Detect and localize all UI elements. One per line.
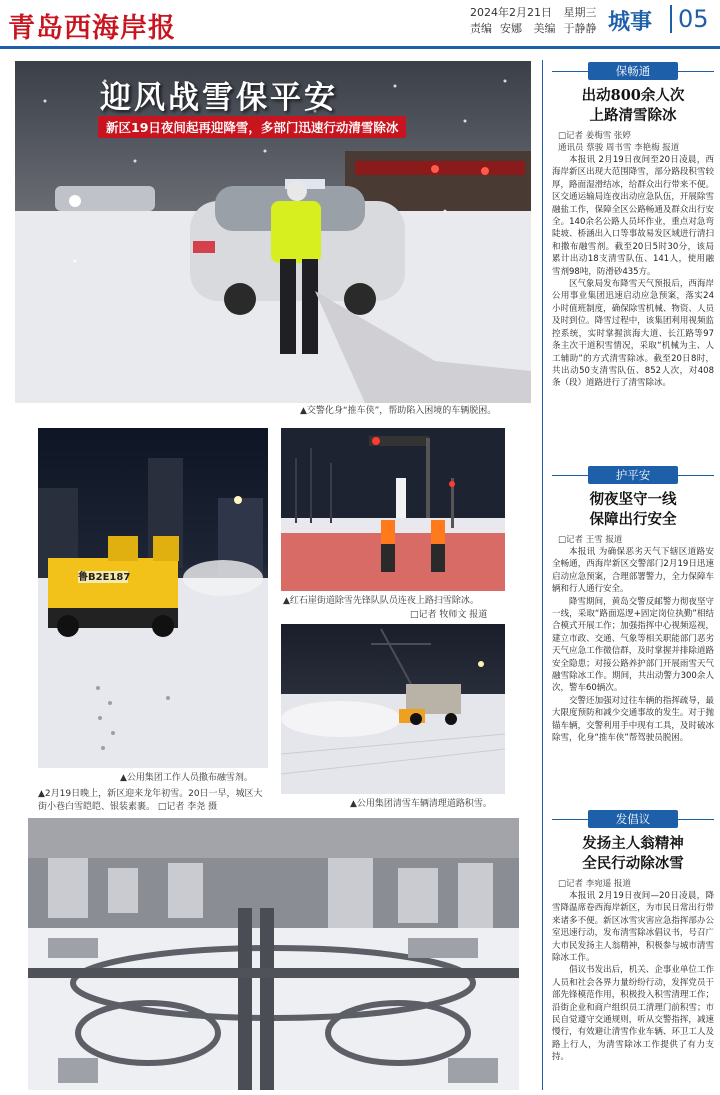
article-1-headline: [552, 86, 714, 126]
editor-name-2: 于静静: [563, 22, 597, 35]
paragraph: 倡议书发出后，机关、企事业单位工作人员和社会各界力量纷纷行动，发挥党员干部先锋模范作用，积极投入积雪清理工作；沿街企业和商户组织员工清理门前积雪；市民自觉遵守交通规则，听从交警指挥，减速慢行，有效避让清雪作业车辆、环卫工人及路上行人，为清雪除冰工作提供了有力支持。: [552, 965, 714, 1063]
issue-date: 2024年2月21日: [470, 6, 552, 19]
paragraph: 区气象局发布降雪天气预报后，西海岸公用事业集团迅速启动应急预案，落实24小时值班制度，确保除雪机械、物资、人员及时到位。降雪过程中，该集团利用视频监控系统，实时掌握滨海大道、长江路等97条主次干道积雪情况，采取“机械为主、人工辅助”的方式清雪除冰。截至20日8时，共出动50支清雪队伍、852人次，对408条（段）道路进行了清雪除冰。: [552, 279, 714, 389]
article-2-body: [552, 546, 714, 745]
masthead-meta: [470, 5, 605, 37]
paragraph: 本报讯 2月19日夜间—20日凌晨，降雪降温席卷西海岸新区，为市民日常出行带来诸多不便。新区冰雪灾害应急指挥部办公室迅速行动，发布清雪除冰倡议书，号召广大市民发扬主人翁精神，积极参与城市清雪除冰工作。: [552, 891, 714, 964]
aerial-snow-caption: [38, 788, 270, 814]
column-divider: [542, 60, 543, 1090]
article-1-body: [552, 154, 714, 390]
snowplow-photo: [281, 624, 505, 794]
editor-role-1: 责编: [470, 22, 492, 35]
article-1-tag: 保畅通: [588, 62, 678, 80]
street-credit: □记者 牧师文 报道: [410, 610, 488, 620]
editor-name-1: 安娜: [500, 22, 522, 35]
headline-line-1: 发扬主人翁精神: [582, 835, 684, 852]
headline-line-1: 彻夜坚守一线: [589, 491, 677, 508]
headline-line-1: 出动800余人次: [581, 87, 685, 104]
headline-line-2: 全民行动除冰雪: [582, 855, 684, 872]
article-2-tag: 护平安: [588, 466, 678, 484]
byline-line-1: □记者 王雪 报道: [558, 535, 623, 545]
byline-line-2: 通讯员 蔡骏 周书雪 李艳梅 报道: [558, 143, 680, 153]
paragraph: 本报讯 为确保恶劣天气下辖区道路安全畅通，西海岸新区交警部门2月19日迅速启动应急预案，合理部署警力，全力保障车辆和行人通行安全。: [552, 547, 714, 595]
truck-caption: ▲公用集团工作人员撒布融雪剂。: [120, 773, 253, 783]
headline-line-2: 保障出行安全: [589, 511, 677, 528]
street-caption: ▲红石崖街道除雪先锋队队员连夜上路扫雪除冰。: [283, 596, 479, 606]
headline-line-2: 上路清雪除冰: [589, 107, 677, 124]
hero-title: 迎风战雪保平安: [100, 80, 338, 116]
truck-plate-label: 鲁B2E187: [78, 572, 131, 583]
article-3-tag: 发倡议: [588, 810, 678, 828]
masthead: [0, 0, 720, 49]
byline-line-1: □记者 姜梅雪 张婷: [558, 131, 631, 141]
paragraph: 降雪期间，黄岛交警反邮警力彻夜坚守一线，采取“路面巡逻+固定岗位执勤”相结合模式开展工作；加强指挥中心视频巡视，建立市政、交通、气象等相关职能部门恶劣天气应急工作微信群，及时掌握并排除道路安全隐患；对接公路养护部门开展雨雪天气融雪除冰工作。期间，共出动警力300余人次，警车60辆次。: [552, 596, 714, 694]
article-police-safety: [552, 466, 714, 745]
section-name: 城事: [608, 10, 653, 35]
editor-role-2: 美编: [533, 22, 556, 35]
byline-line-1: □记者 李宛遥 报道: [558, 879, 631, 889]
aerial-caption-text: ▲2月19日晚上，新区迎来龙年初雪。20日一早，城区大街小巷白雪皑皑、银装素裹。: [38, 789, 263, 812]
hero-subtitle: 新区19日夜间起再迎降雪，多部门迅速行动清雪除冰: [98, 116, 406, 138]
plow-caption: ▲公用集团清雪车辆清理道路积雪。: [350, 799, 492, 809]
article-3-body: [552, 890, 714, 1064]
paper-name: 青岛西海岸报: [8, 13, 176, 44]
article-2-byline: [552, 534, 714, 546]
issue-weekday: 星期三: [563, 6, 597, 19]
page-number: 05: [670, 5, 709, 33]
article-1-byline: [552, 130, 714, 154]
street-sweep-photo: [281, 428, 505, 591]
article-2-headline: [552, 490, 714, 530]
salt-truck-photo: [38, 428, 268, 768]
article-traffic-clearing: [552, 62, 714, 390]
article-3-headline: [552, 834, 714, 874]
article-citizen-initiative: [552, 810, 714, 1064]
paragraph: 交警还加强对过往车辆的指挥疏导，最大限度预防和减少交通事故的发生。对于抛锚车辆，交警利用手中现有工具，及时破冰除雪，化身“推车侠”帮驾驶员脱困。: [552, 695, 714, 744]
paragraph: 本报讯 2月19日夜间至20日凌晨，西海岸新区出现大范围降雪，部分路段积雪较厚，路面湿滑结冰，给群众出行带来不便。区交通运输局连夜出动应急队伍，开展除雪融盐工作，保障全区公路畅通及群众出行安全。140余名公路人员坏作业，重点对急弯陡坡、桥涵出入口等事故易发区域进行清扫和撒布融雪剂。截至20日5时30分，该局累计出动18支清雪队伍、141人，使用融雪剂98吨，防滑砂435方。: [552, 155, 714, 277]
hero-caption: ▲交警化身“推车侠”，帮助陷入困境的车辆脱困。: [300, 406, 497, 416]
aerial-city-photo: [28, 818, 519, 1090]
aerial-credit: □记者 李尧 摄: [157, 802, 218, 812]
article-3-byline: [552, 878, 714, 890]
